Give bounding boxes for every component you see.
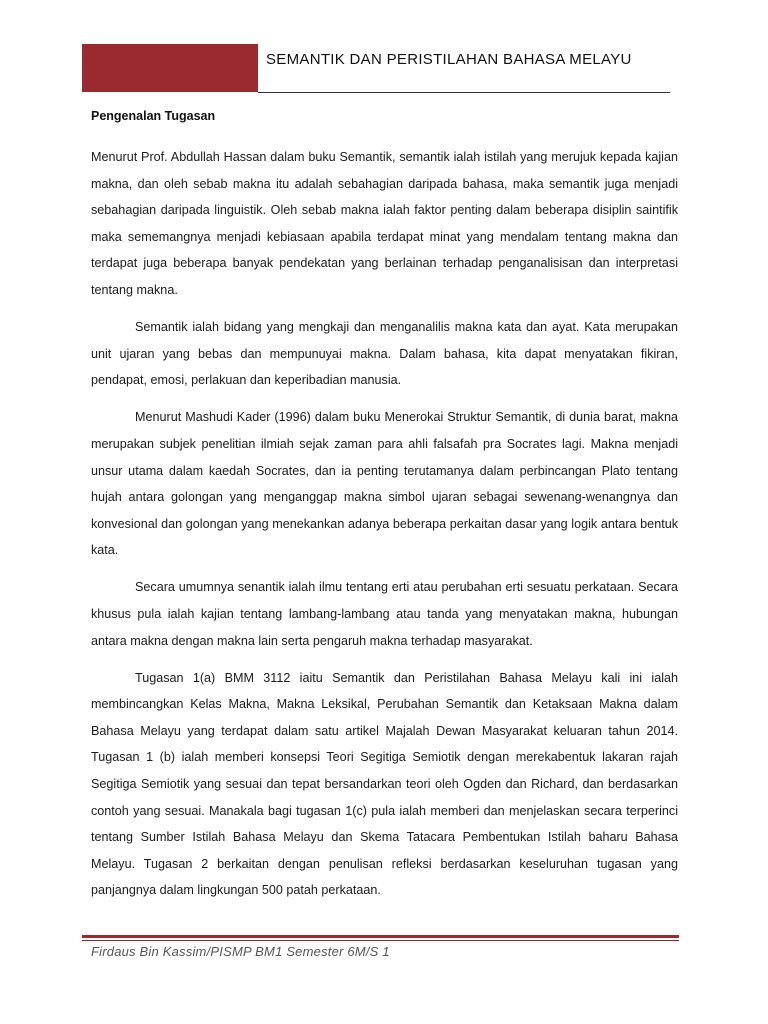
paragraph-2: Semantik ialah bidang yang mengkaji dan menganalilis makna kata dan ayat. Kata merupakan unit ujaran yang bebas dan mempunuyai makna. Dalam bahasa, kita dapat menyatakan fikiran, pendapat, emosi, perlakuan dan keperibadian manusia.: [91, 320, 678, 388]
footer-divider-thin: [82, 940, 679, 941]
paragraph-3: Menurut Mashudi Kader (1996) dalam buku Menerokai Struktur Semantik, di dunia barat, makna merupakan subjek penelitian ilmiah sejak zaman para ahli falsafah pra Socrates lagi. Makna menjadi unsur utama dalam kaedah Socrates, dan ia penting terutamanya dalam perbincangan Plato tentang hujah antara golongan yang menganggap makna simbol ujaran sebagai sewenang-wenangnya dan konvesional dan golongan yang menekankan adanya beberapa perkaitan dasar yang logik antara bentuk kata.: [91, 410, 678, 558]
footer-text: Firdaus Bin Kassim/PISMP BM1 Semester 6M/S 1: [91, 944, 390, 959]
section-heading: Pengenalan Tugasan: [91, 109, 216, 123]
footer-divider-thick: [82, 935, 679, 938]
paragraph-5: Tugasan 1(a) BMM 3112 iaitu Semantik dan Peristilahan Bahasa Melayu kali ini ialah membincangkan Kelas Makna, Makna Leksikal, Perubahan Semantik dan Ketaksaan Makna dalam Bahasa Melayu yang terdapat dalam satu artikel Majalah Dewan Masyarakat keluaran tahun 2014. Tugasan 1 (b) ialah memberi konsepsi Teori Segitiga Semiotik dengan merekabentuk lakaran rajah Segitiga Semiotik yang sesuai dan tepat bersandarkan teori oleh Ogden dan Richard, dan berdasarkan contoh yang sesuai. Manakala bagi tugasan 1(c) pula ialah memberi dan menjelaskan secara terperinci tentang Sumber Istilah Bahasa Melayu dan Skema Tatacara Pembentukan Istilah baharu Bahasa Melayu. Tugasan 2 berkaitan dengan penulisan refleksi berdasarkan keseluruhan tugasan yang panjangnya dalam lingkungan 500 patah perkataan.: [91, 670, 678, 898]
header-divider: [258, 92, 670, 93]
body-text: [91, 144, 678, 915]
paragraph-1: Menurut Prof. Abdullah Hassan dalam buku Semantik, semantik ialah istilah yang merujuk kepada kajian makna, dan oleh sebab makna itu adalah sebahagian daripada bahasa, maka semantik juga menjadi sebahagian daripada linguistik. Oleh sebab makna ialah faktor penting dalam beberapa disiplin saintifik maka sememangnya menjadi kebiasaan apabila terdapat minat yang mendalam tentang makna dan terdapat juga beberapa banyak pendekatan yang berlainan terhadap penganalisisan dan interpretasi tentang makna.: [91, 150, 678, 297]
paragraph-4: Secara umumnya senantik ialah ilmu tentang erti atau perubahan erti sesuatu perkataan. Secara khusus pula ialah kajian tentang lambang-lambang atau tanda yang menyatakan makna, hubungan antara makna dengan makna lain serta pengaruh makna terhadap masyarakat.: [91, 580, 678, 648]
header-title: SEMANTIK DAN PERISTILAHAN BAHASA MELAYU: [266, 51, 632, 68]
header-color-block: [82, 44, 258, 92]
